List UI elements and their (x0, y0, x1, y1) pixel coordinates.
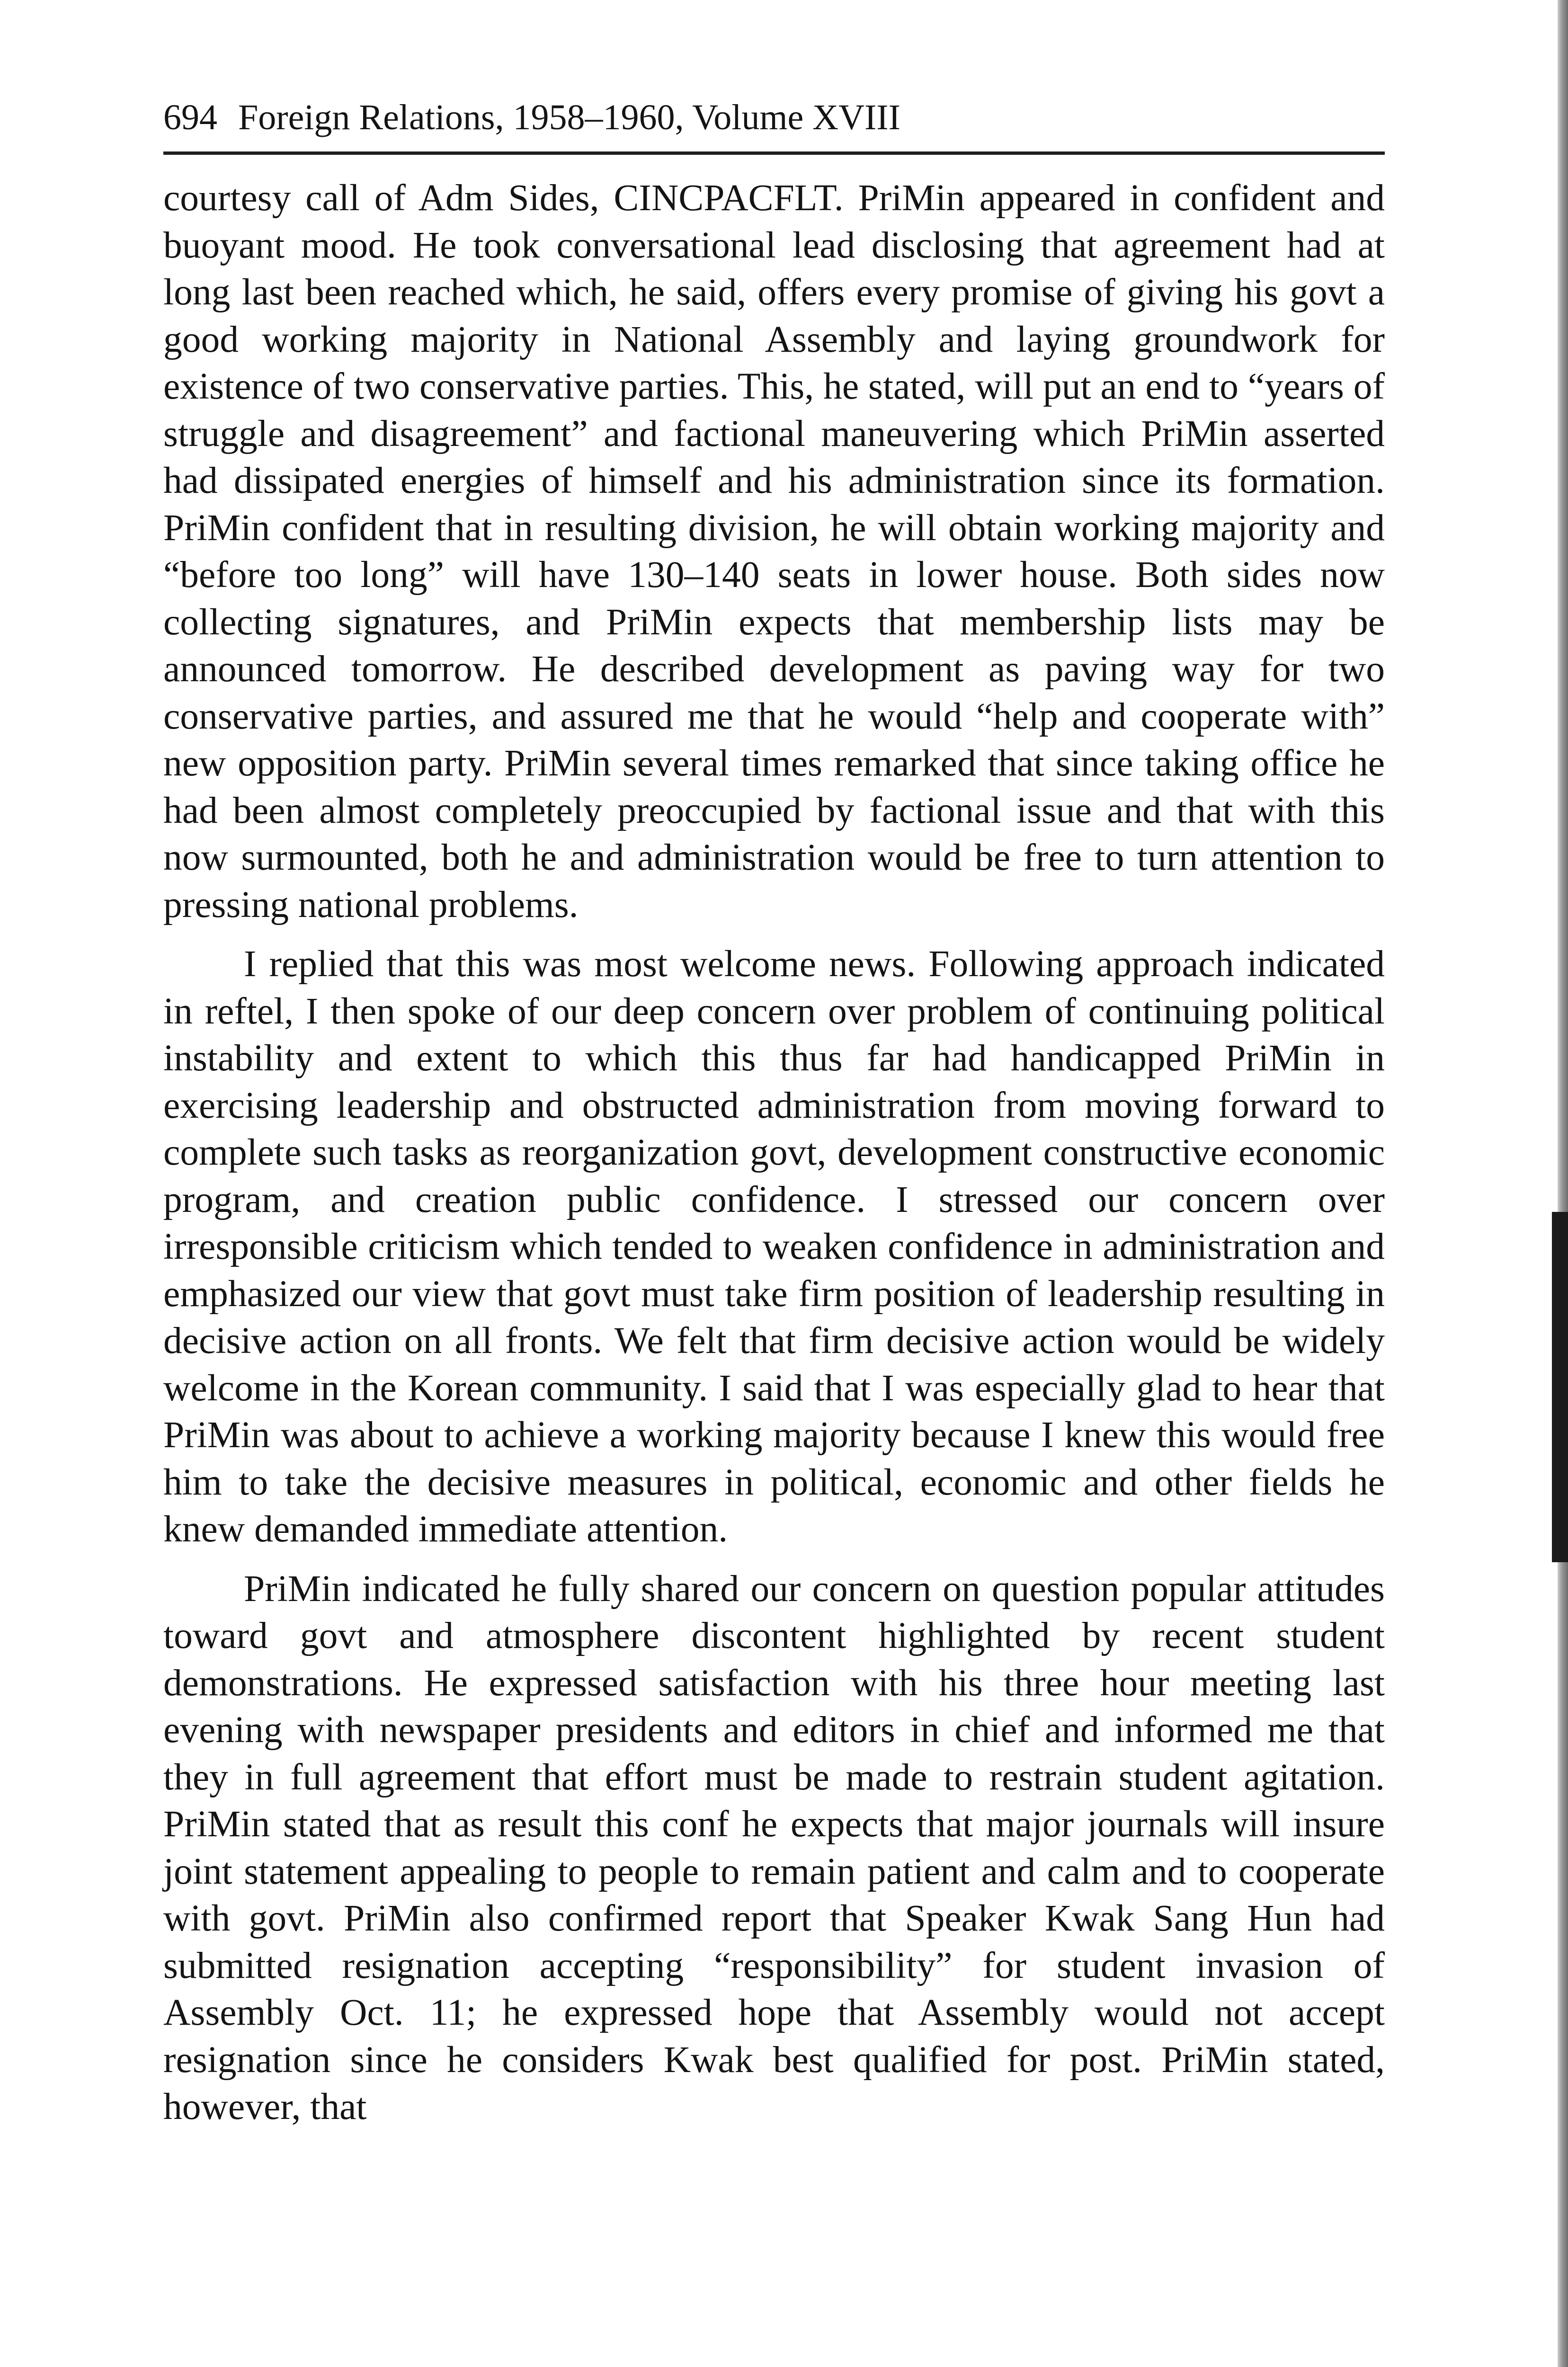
document-page (163, 99, 1385, 2131)
page-number: 694 (163, 98, 217, 137)
scan-binding-mark (1552, 1212, 1568, 1562)
body-text (163, 175, 1385, 2131)
running-header (163, 99, 1385, 155)
scan-page-edge-shadow (1558, 0, 1568, 2367)
paragraph-continuation: courtesy call of Adm Sides, CINCPACFLT. PriMin appeared in confident and buoyant mood. He took conversational lead disclosing that agreement had at long last been reached which, he said, offers every promise of giving his govt a good working majority in National Assembly and laying groundwork for existence of two conservative parties. This, he stated, will put an end to “years of struggle and disagreement” and factional maneuvering which PriMin asserted had dissipated energies of himself and his administration since its formation. PriMin confident that in resulting division, he will obtain working majority and “before too long” will have 130–140 seats in lower house. Both sides now collecting signatures, and PriMin expects that membership lists may be announced tomorrow. He described development as paving way for two conservative parties, and assured me that he would “help and cooperate with” new opposition party. PriMin several times remarked that since taking office he had been almost completely preoccupied by factional issue and that with this now surmounted, both he and administration would be free to turn attention to pressing national problems. (163, 177, 1385, 925)
paragraph-reply: I replied that this was most welcome news. Following approach indicated in reftel, I then spoke of our deep concern over problem of continuing political instability and extent to which this thus far had handicapped PriMin in exercising leadership and obstructed administration from moving forward to complete such tasks as reorganization govt, development constructive economic program, and creation public confidence. I stressed our concern over irresponsible criticism which tended to weaken confidence in administration and emphasized our view that govt must take firm position of leadership resulting in decisive action on all fronts. We felt that firm decisive action would be widely welcome in the Korean community. I said that I was especially glad to hear that PriMin was about to achieve a working majority because I knew this would free him to take the decisive measures in political, economic and other fields he knew demanded immediate attention. (163, 943, 1385, 1550)
paragraph-primin-concern: PriMin indicated he fully shared our concern on question popular attitudes toward govt and atmosphere discontent highlighted by recent student demonstrations. He expressed satisfaction with his three hour meeting last evening with newspaper presidents and editors in chief and informed me that they in full agreement that effort must be made to restrain student agitation. PriMin stated that as result this conf he expects that major journals will insure joint statement appealing to people to remain patient and calm and to cooperate with govt. PriMin also confirmed report that Speaker Kwak Sang Hun had submitted resignation accepting “responsibility” for student invasion of Assembly Oct. 11; he expressed hope that Assembly would not accept resignation since he considers Kwak best qualified for post. PriMin stated, however, that (163, 1567, 1385, 2127)
running-title: Foreign Relations, 1958–1960, Volume XVIII (238, 98, 900, 137)
